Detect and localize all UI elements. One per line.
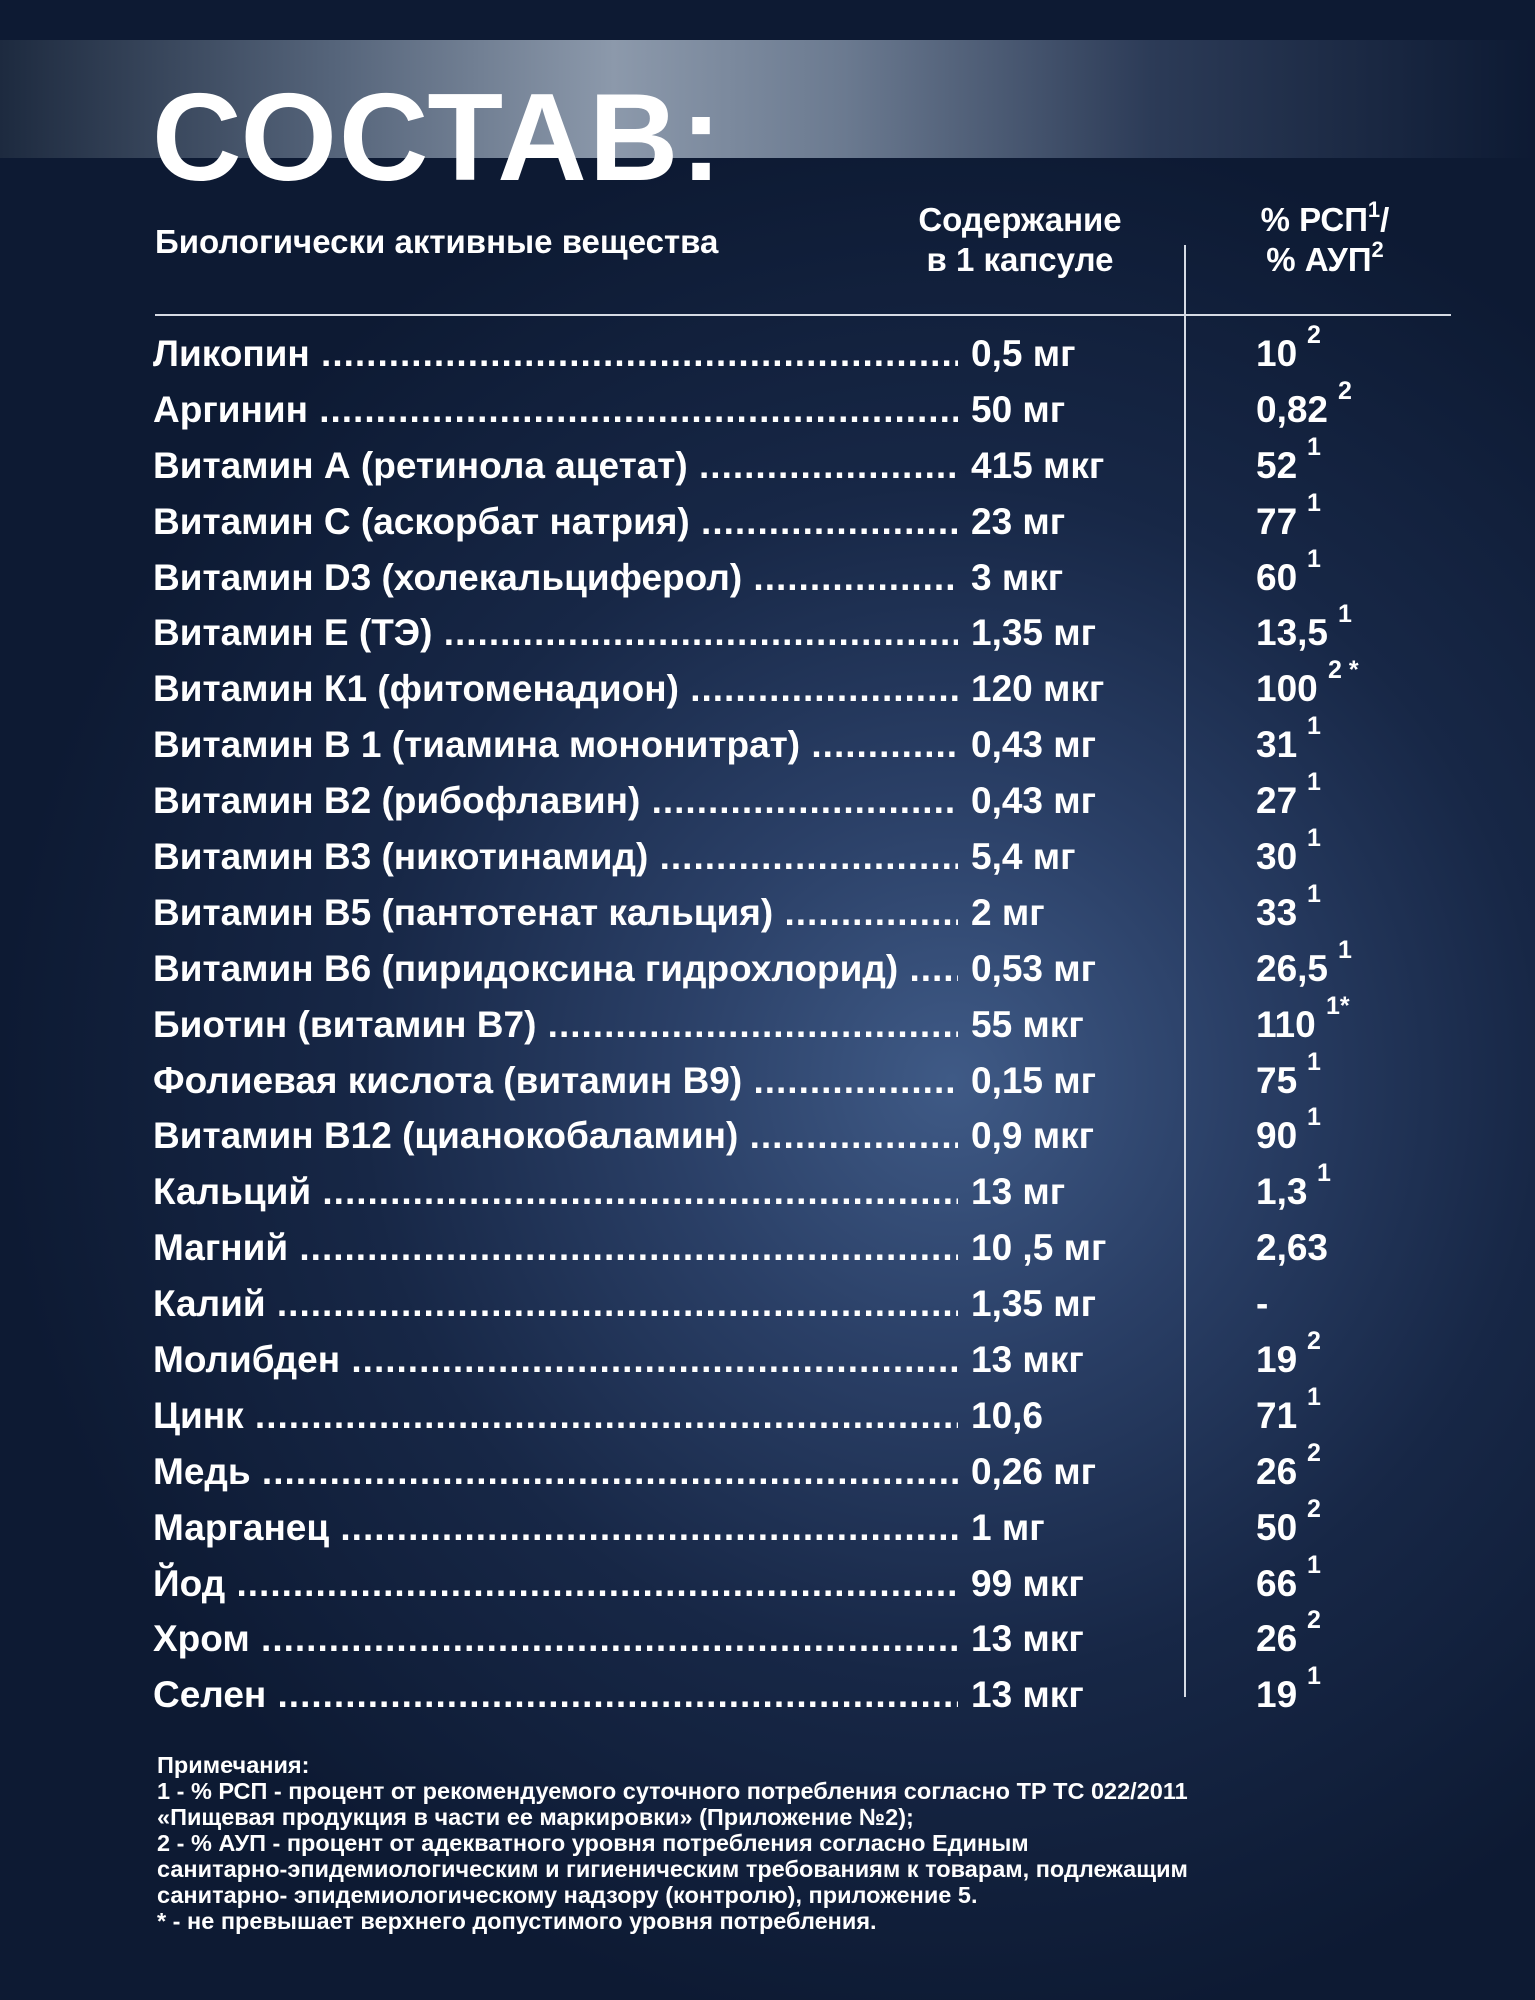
substance-name: Молибден ..... [153, 1338, 958, 1382]
footnote-line: * - не превышает верхнего допустимого уровня потребления. [157, 1908, 877, 1934]
table-row [0, 712, 1535, 779]
substance-name: Витамин В5 (пантотенат кальция) ..... [153, 891, 958, 935]
footnote-marker: 1 [1307, 1550, 1321, 1579]
substance-amount: 0,53 мг [971, 947, 1097, 989]
substance-percent: 19 [1256, 1339, 1298, 1381]
substance-name: Калий ..... [153, 1282, 958, 1326]
substance-amount: 0,5 мг [971, 333, 1076, 374]
substance-amount: 55 мкг [971, 1003, 1084, 1045]
substance-name: Хром ..... [153, 1617, 958, 1661]
table-row [0, 1550, 1535, 1618]
substance-amount: 13 мг [971, 1171, 1066, 1213]
footnote-marker: 1 [1307, 712, 1321, 741]
substance-amount: 120 мкг [971, 668, 1105, 710]
table-row [0, 1606, 1535, 1673]
substance-name: Йод ..... [153, 1562, 958, 1606]
substance-amount: 1,35 мг [971, 1283, 1097, 1325]
footnote-marker: 1 [1307, 432, 1321, 461]
footnote-line: 1 - % РСП - процент от рекомендуемого суточного потребления согласно ТР ТС 022/2011 [157, 1778, 1188, 1804]
table-row [0, 935, 1535, 1003]
table-row [0, 879, 1535, 947]
substance-amount: 3 мкг [971, 556, 1064, 598]
substance-amount: 13 мкг [971, 1674, 1084, 1716]
column-header-amount-line2: в 1 капсуле [926, 241, 1114, 278]
substance-percent: 2,63 [1256, 1227, 1329, 1269]
footnote-line: санитарно- эпидемиологическому надзору (контролю), приложение 5. [157, 1882, 978, 1908]
footnote-marker: 2 [1307, 1327, 1321, 1356]
table-row [0, 321, 1535, 388]
substance-name: Витамин Е (ТЭ) ..... [153, 611, 958, 655]
substance-name: Биотин (витамин В7) ..... [153, 1003, 958, 1047]
substance-percent: 26 [1256, 1450, 1298, 1492]
substance-name: Цинк ..... [153, 1394, 958, 1438]
footnote-marker: 2 [1307, 321, 1321, 349]
substance-percent: - [1256, 1283, 1269, 1325]
substance-amount: 415 мкг [971, 444, 1105, 486]
table-row [0, 768, 1535, 835]
substance-amount: 0,15 мг [971, 1059, 1097, 1101]
substance-percent: 60 [1256, 556, 1298, 598]
footnote-marker: 2 [1307, 1606, 1321, 1635]
substance-amount: 2 мг [971, 891, 1045, 933]
footnote-marker: 1 [1307, 824, 1321, 853]
footnote-marker: 2 [1338, 376, 1352, 405]
table-row [0, 432, 1535, 500]
substance-amount: 0,43 мг [971, 780, 1097, 822]
table-row [0, 1103, 1535, 1170]
substance-name: Аргинин ..... [153, 388, 958, 432]
substance-percent: 30 [1256, 836, 1298, 878]
table-row [0, 1494, 1535, 1562]
substance-name: Марганец ..... [153, 1506, 958, 1550]
substance-percent: 26,5 [1256, 947, 1329, 989]
substance-name: Витамин В12 (цианокобаламин) ..... [153, 1114, 958, 1158]
table-row [0, 656, 1535, 723]
substance-name: Селен ..... [153, 1673, 958, 1717]
table-row [0, 991, 1535, 1059]
footnote-marker: 1 [1307, 1662, 1321, 1691]
substance-amount: 13 мкг [971, 1618, 1084, 1660]
substance-percent: 110 [1256, 1003, 1316, 1045]
table-row [0, 1047, 1535, 1115]
column-header-substances: Биологически активные вещества [155, 223, 719, 260]
substance-percent: 1,3 [1256, 1171, 1308, 1213]
substance-name: Витамин В3 (никотинамид) ..... [153, 835, 958, 879]
substance-amount: 10,6 [971, 1394, 1044, 1436]
footnote-line: 2 - % АУП - процент от адекватного уровня потребления согласно Единым [157, 1830, 1029, 1856]
footnotes-heading: Примечания: [157, 1752, 310, 1778]
footnote-marker: 2 [1307, 1494, 1321, 1523]
title-band [0, 40, 1535, 207]
substance-percent: 77 [1256, 500, 1298, 542]
substance-amount: 99 мкг [971, 1562, 1084, 1604]
substance-name: Кальций ..... [153, 1170, 958, 1214]
footnote-marker: 2 [1307, 1438, 1321, 1467]
table-row [0, 1438, 1535, 1506]
table-row [0, 600, 1535, 667]
column-header-percent-line1: % РСП$^1$/ [1260, 197, 1390, 238]
substance-name: Витамин В6 (пиридоксина гидрохлорид) ..... [153, 947, 958, 991]
substance-name: Витамин С (аскорбат натрия) ..... [153, 500, 958, 544]
table-row [0, 1327, 1535, 1394]
column-header-amount-line1: Содержание [918, 201, 1122, 238]
substance-percent: 50 [1256, 1506, 1298, 1548]
header-divider [155, 314, 1451, 316]
substance-percent: 19 [1256, 1674, 1298, 1716]
substance-amount: 13 мкг [971, 1339, 1084, 1381]
substance-percent: 66 [1256, 1562, 1298, 1604]
table-row [0, 376, 1535, 444]
table-row [0, 1662, 1535, 1729]
table-row [0, 488, 1535, 556]
page-title: СОСТАВ: [152, 69, 724, 207]
footnote-marker: 1 [1307, 488, 1321, 517]
substance-amount: 1,35 мг [971, 612, 1097, 654]
substance-percent: 31 [1256, 724, 1298, 766]
footnote-marker: 1 [1338, 600, 1352, 629]
column-header-percent-line2: % АУП$^2$ [1266, 237, 1384, 278]
substance-amount: 10 ,5 мг [971, 1227, 1107, 1269]
column-header-percent [1220, 197, 1430, 280]
footnote-marker: 1* [1326, 991, 1350, 1020]
substance-amount: 5,4 мг [971, 836, 1076, 878]
substance-percent: 13,5 [1256, 612, 1329, 654]
substance-amount: 0,26 мг [971, 1450, 1097, 1492]
substance-name: Магний ..... [153, 1226, 958, 1270]
substance-percent: 26 [1256, 1618, 1298, 1660]
substance-amount: 0,43 мг [971, 724, 1097, 766]
substance-percent: 90 [1256, 1115, 1298, 1157]
substance-percent: 27 [1256, 780, 1298, 822]
substance-name: Фолиевая кислота (витамин В9) ..... [153, 1059, 958, 1103]
substance-percent: 33 [1256, 891, 1298, 933]
footnotes [157, 1752, 1477, 1934]
table-row [0, 1226, 1535, 1282]
table-row [0, 1382, 1535, 1450]
footnote-marker: 1 [1307, 1103, 1321, 1132]
substance-name: Витамин К1 (фитоменадион) ..... [153, 667, 958, 711]
substance-percent: 71 [1256, 1394, 1298, 1436]
substance-percent: 10 [1256, 333, 1298, 374]
substance-amount: 23 мг [971, 500, 1066, 542]
footnote-marker: 1 [1307, 1047, 1321, 1076]
column-header-amount [880, 200, 1160, 280]
footnote-line: «Пищевая продукция в части ее маркировки» (Приложение №2); [157, 1804, 914, 1830]
footnote-line: санитарно-эпидемиологическим и гигиеническим требованиям к товарам, подлежащим [157, 1856, 1188, 1882]
footnote-marker: 1 [1338, 935, 1352, 964]
footnote-marker: 2 * [1328, 656, 1359, 685]
substance-amount: 0,9 мкг [971, 1115, 1095, 1157]
footnote-marker: 1 [1317, 1159, 1331, 1188]
substance-name: Витамин В2 (рибофлавин) ..... [153, 779, 958, 823]
footnote-marker: 1 [1307, 544, 1321, 573]
substance-amount: 1 мг [971, 1506, 1045, 1548]
substance-amount: 50 мг [971, 388, 1066, 430]
footnote-marker: 1 [1307, 1382, 1321, 1411]
table-row [0, 824, 1535, 891]
substance-name: Ликопин ..... [153, 332, 958, 376]
substance-name: Медь ..... [153, 1450, 958, 1494]
substance-percent: 75 [1256, 1059, 1298, 1101]
table-row [0, 544, 1535, 612]
table-row [0, 1159, 1535, 1226]
substance-percent: 52 [1256, 444, 1298, 486]
composition-table [0, 321, 1535, 1729]
substance-name: Витамин В 1 (тиамина мононитрат) ..... [153, 723, 958, 767]
substance-percent: 100 [1256, 668, 1318, 710]
substance-name: Витамин D3 (холекальциферол) ..... [153, 556, 958, 600]
footnote-marker: 1 [1307, 768, 1321, 797]
substance-percent: 0,82 [1256, 388, 1329, 430]
table-row [0, 1282, 1535, 1338]
footnote-marker: 1 [1307, 879, 1321, 908]
substance-name: Витамин А (ретинола ацетат) ..... [153, 444, 958, 488]
